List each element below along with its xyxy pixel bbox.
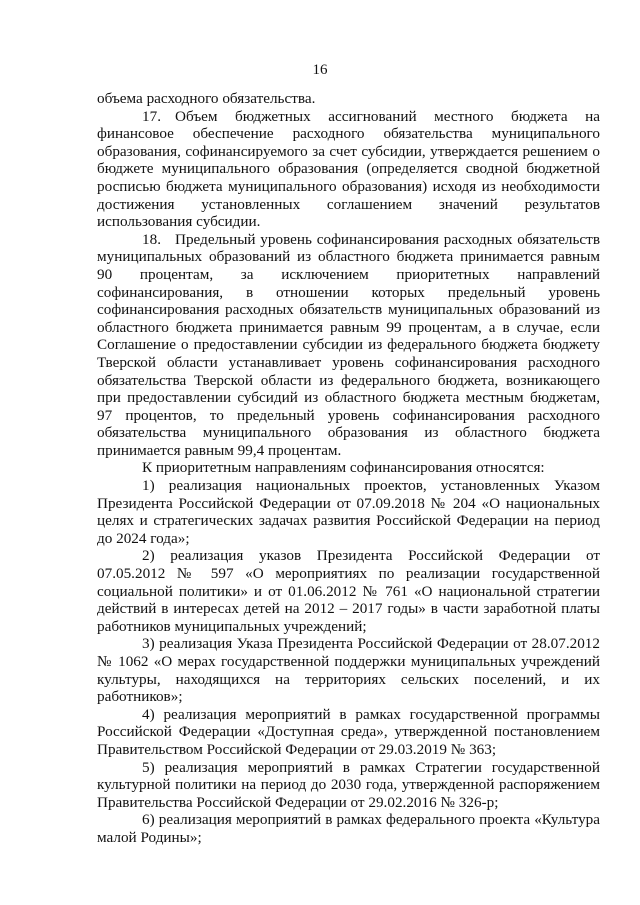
list-item (97, 811, 600, 846)
paragraph-number: 18. (142, 230, 161, 248)
list-item-text: 2) реализация указов Президента Российской Федерации от 07.05.2012 № 597 «О мероприятиях по реализации государственной социальной политики» и от 01.06.2012 № 761 «О национальной стратегии действий в интересах детей на 2012 – 2017 годы» в части заработной платы работников муниципальных учреждений; (97, 547, 600, 635)
list-item-text: 4) реализация мероприятий в рамках государственной программы Российской Федерации «Доступная среда», утвержденной постановлением Правительством Российской Федерации от 29.03.2019 № 363; (97, 705, 600, 758)
list-item-text: 5) реализация мероприятий в рамках Стратегии государственной культурной политики на период до 2030 года, утвержденной распоряжением Правительства Российской Федерации от 29.02.2016 № 326-р; (97, 758, 600, 811)
list-item (97, 635, 600, 705)
paragraph-text: Объем бюджетных ассигнований местного бюджета на финансовое обеспечение расходного обязательства муниципального образования, софинансируемого за счет субсидии, утверждается решением о бюджете муниципального образования (определяется сводной бюджетной росписью бюджета муниципального образования) исходя из необходимости достижения установленных соглашением значений результатов использования субсидии. (97, 107, 600, 231)
list-item (97, 477, 600, 547)
page-number: 16 (312, 62, 328, 78)
list-item (97, 706, 600, 759)
paragraph-continuation (97, 90, 600, 108)
list-item (97, 759, 600, 812)
priority-directions-intro (97, 459, 600, 477)
list-item-text: 1) реализация национальных проектов, установленных Указом Президента Российской Федерации от 07.09.2018 № 204 «О национальных целях и стратегических задачах развития Российской Федерации на период до 2024 года»; (97, 477, 600, 547)
paragraph-number: 17. (142, 107, 161, 125)
paragraph-text: Предельный уровень софинансирования расходных обязательств муниципальных образований из областного бюджета принимается равным 90 процентам, за исключением приоритетных направлений софинансирования, в отношении которых предельный уровень софинансирования расходных обязательств муниципальных образований из областного бюджета принимается равным 99 процентам, а в случае, если Соглашение о предоставлении субсидии из федерального бюджета бюджету Тверской области устанавливает уровень софинансирования расходного обязательства Тверской области из федерального бюджета, возникающего при предоставлении субсидий из областного бюджета местным бюджетам, 97 процентов, то предельный уровень софинансирования расходного обязательства муниципального образования из областного бюджета принимается равным 99,4 процентам. (97, 230, 600, 459)
list-item-text: 3) реализация Указа Президента Российской Федерации от 28.07.2012 № 1062 «О мерах государственной поддержки муниципальных учреждений культуры, находящихся на территориях сельских поселений, и их работников»; (97, 635, 600, 706)
document-body (97, 90, 600, 847)
paragraph-text: объема расходного обязательства. (97, 90, 316, 107)
paragraph-17 (97, 108, 600, 231)
paragraph-text: К приоритетным направлениям софинансирования относятся: (142, 459, 545, 477)
list-item (97, 547, 600, 635)
list-item-text: 6) реализация мероприятий в рамках федерального проекта «Культура малой Родины»; (97, 811, 600, 846)
paragraph-18 (97, 231, 600, 460)
